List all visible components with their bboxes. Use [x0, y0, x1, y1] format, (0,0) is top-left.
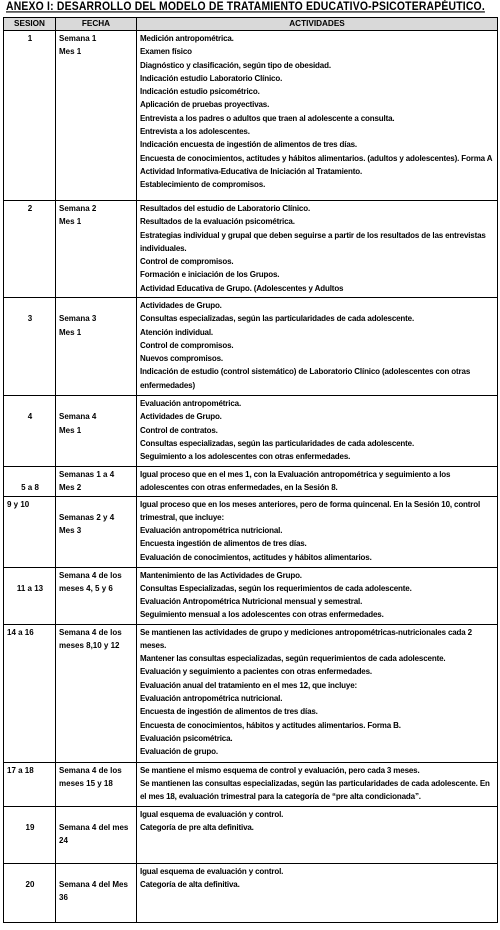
table-row	[4, 567, 498, 624]
fecha-line: 24	[59, 836, 68, 846]
cell-actividades	[137, 806, 498, 863]
actividad-item: Evaluación anual del tratamiento en el mes 12, que incluye:	[140, 680, 358, 690]
actividad-item: Encuesta de ingestión de alimentos de tres días.	[140, 707, 318, 717]
spacer	[59, 498, 134, 511]
fecha-line: Mes 3	[59, 526, 82, 536]
sesion-number: 20	[25, 879, 35, 889]
cell-fecha	[56, 298, 137, 396]
cell-sesion	[4, 201, 56, 298]
fecha-line: meses 15 y 18	[59, 778, 113, 788]
cell-actividades	[137, 31, 498, 201]
cell-actividades	[137, 863, 498, 922]
fecha-line: Mes 1	[59, 425, 82, 435]
table-header-row	[4, 18, 498, 31]
cell-sesion	[4, 762, 56, 806]
cell-fecha	[56, 624, 137, 762]
fecha-line: Semana 4 de los	[59, 765, 122, 775]
actividad-item: Actividades de Grupo.	[140, 412, 222, 422]
actividad-item: Seguimiento a los adolescentes con otras enfermedades.	[140, 452, 351, 462]
sesion-number: 2	[27, 204, 33, 213]
cell-fecha	[56, 31, 137, 201]
actividad-item: Igual esquema de evaluación y control.	[140, 866, 284, 876]
actividad-item: Igual proceso que en el mes 1, con la Evaluación antropométrica y seguimiento a los	[140, 470, 451, 479]
table-row	[4, 863, 498, 922]
cell-sesion	[4, 396, 56, 467]
actividad-item: Atención individual.	[140, 327, 214, 337]
cell-actividades	[137, 201, 498, 298]
actividad-item: Actividad Informativa-Educativa de Iniciación al Tratamiento.	[140, 166, 363, 176]
actividad-item: Actividad Educativa de Grupo. (Adolescentes y Adultos	[140, 283, 344, 293]
sesion-number: 3	[27, 314, 33, 324]
actividad-item: individuales.	[140, 243, 187, 253]
fecha-line: Semana 3	[59, 314, 97, 324]
actividad-item: Igual esquema de evaluación y control.	[140, 809, 284, 819]
fecha-line: meses 4, 5 y 6	[59, 583, 113, 593]
actividad-item: Entrevista a los adolescentes.	[140, 127, 250, 137]
actividad-item: Indicación encuesta de ingestión de alimentos de tres días.	[140, 140, 357, 150]
actividad-item: Consultas Especializadas, según los requerimientos de cada adolescente.	[140, 583, 412, 593]
actividad-item: Estrategias individual y grupal que deben seguirse a partir de los resultados de las entrevistas	[140, 230, 486, 240]
treatment-table	[3, 17, 498, 923]
sesion-number: 14 a 16	[7, 627, 34, 637]
actividad-item: Evaluación psicométrica.	[140, 733, 233, 743]
actividad-item: Mantener las consultas especializadas, según requerimientos de cada adolescente.	[140, 654, 446, 664]
cell-sesion	[4, 467, 56, 497]
actividad-item: enfermedades)	[140, 380, 195, 390]
fecha-line: Mes 1	[59, 327, 82, 337]
table-row	[4, 624, 498, 762]
cell-fecha	[56, 201, 137, 298]
cell-fecha	[56, 806, 137, 863]
table-body	[4, 31, 498, 923]
actividad-item: Consultas especializadas, según las particularidades de cada adolescente.	[140, 438, 415, 448]
spacer	[7, 299, 53, 312]
sesion-number: 11 a 13	[16, 583, 44, 593]
cell-fecha	[56, 762, 137, 806]
sesion-number: 5 a 8	[21, 483, 39, 493]
table-row	[4, 298, 498, 396]
fecha-line: Semana 1	[59, 34, 97, 43]
actividad-item: Mantenimiento de las Actividades de Grupo.	[140, 570, 302, 580]
actividad-item: Se mantienen las consultas especializadas, según las particularidades de cada adolescente. En	[140, 778, 490, 788]
cell-fecha	[56, 496, 137, 567]
fecha-line: Mes 1	[59, 217, 82, 227]
fecha-line: Semana 4 del mes	[59, 822, 129, 832]
spacer	[59, 865, 134, 878]
actividad-item: Indicación estudio Laboratorio Clínico.	[140, 73, 283, 83]
fecha-line: 36	[59, 893, 68, 903]
fecha-line: Semana 4 de los	[59, 627, 122, 637]
actividad-item: Examen físico	[140, 47, 192, 57]
spacer	[7, 397, 53, 410]
actividad-item: trimestral, que incluye:	[140, 512, 224, 522]
spacer	[59, 808, 134, 821]
spacer	[59, 397, 134, 410]
fecha-line: Semana 2	[59, 204, 97, 213]
fecha-line: Semanas 1 a 4	[59, 470, 115, 479]
table-row	[4, 496, 498, 567]
actividad-item: Evaluación Antropométrica Nutricional mensual y semestral.	[140, 597, 363, 607]
fecha-line: Semana 4 del Mes	[59, 879, 128, 889]
cell-fecha	[56, 567, 137, 624]
cell-fecha	[56, 396, 137, 467]
cell-actividades	[137, 396, 498, 467]
fecha-line: Semanas 2 y 4	[59, 512, 115, 522]
cell-actividades	[137, 624, 498, 762]
actividad-item: Nuevos compromisos.	[140, 354, 223, 364]
actividad-item: Encuesta ingestión de alimentos de tres días.	[140, 539, 307, 549]
actividad-item: Formación e iniciación de los Grupos.	[140, 270, 280, 280]
actividad-item: Categoría de alta definitiva.	[140, 879, 240, 889]
actividad-item: Evaluación de conocimientos, actitudes y hábitos alimentarios.	[140, 552, 372, 562]
table-row	[4, 762, 498, 806]
sesion-number: 4	[27, 412, 33, 422]
actividad-item: Indicación de estudio (control sistemático) de Laboratorio Clínico (adolescentes con otras	[140, 367, 471, 377]
actividad-item: Evaluación antropométrica.	[140, 399, 242, 408]
actividad-item: Establecimiento de compromisos.	[140, 180, 266, 190]
table-row	[4, 31, 498, 201]
actividad-item: Resultados del estudio de Laboratorio Clínico.	[140, 204, 311, 213]
spacer	[59, 299, 134, 312]
fecha-line: Mes 2	[59, 483, 82, 493]
actividad-item: Aplicación de pruebas proyectivas.	[140, 100, 270, 110]
sesion-number: 1	[27, 34, 33, 43]
actividad-item: Actividades de Grupo.	[140, 301, 222, 310]
table-row	[4, 201, 498, 298]
header-fecha: FECHA	[56, 18, 137, 31]
cell-sesion	[4, 863, 56, 922]
spacer	[7, 468, 53, 481]
actividad-item: Se mantienen las actividades de grupo y mediciones antropométricas-nutricionales cada 2	[140, 627, 472, 637]
table-row	[4, 806, 498, 863]
actividad-item: Control de contratos.	[140, 425, 218, 435]
actividad-item: Categoría de pre alta definitiva.	[140, 822, 254, 832]
cell-fecha	[56, 863, 137, 922]
header-sesion: SESION	[4, 18, 56, 31]
document-title: ANEXO I: DESARROLLO DEL MODELO DE TRATAMIENTO EDUCATIVO-PSICOTERAPÉUTICO.	[6, 1, 485, 14]
cell-actividades	[137, 467, 498, 497]
cell-fecha	[56, 467, 137, 497]
actividad-item: Medición antropométrica.	[140, 34, 234, 43]
fecha-line: Semana 4	[59, 412, 97, 422]
fecha-line: meses 8,10 y 12	[59, 640, 120, 650]
actividad-item: Diagnóstico y clasificación, según tipo de obesidad.	[140, 60, 331, 70]
cell-sesion	[4, 567, 56, 624]
cell-sesion	[4, 298, 56, 396]
actividad-item: Indicación estudio psicométrico.	[140, 87, 260, 97]
table-row	[4, 467, 498, 497]
actividad-item: Evaluación y seguimiento a pacientes con otras enfermedades.	[140, 667, 372, 677]
actividad-item: Evaluación antropométrica nutricional.	[140, 694, 283, 704]
sesion-number: 19	[25, 822, 35, 832]
spacer	[7, 865, 53, 878]
cell-sesion	[4, 624, 56, 762]
actividad-item: Evaluación de grupo.	[140, 747, 218, 757]
actividad-item: Resultados de la evaluación psicométrica.	[140, 217, 295, 227]
cell-actividades	[137, 567, 498, 624]
spacer	[7, 808, 53, 821]
actividad-item: Consultas especializadas, según las particularidades de cada adolescente.	[140, 314, 415, 324]
actividad-item: adolescentes con otras enfermedades, en la Sesión 8.	[140, 483, 338, 493]
table-row	[4, 396, 498, 467]
actividad-item: el mes 18, evaluación trimestral para la categoría de “pre alta condicionada”.	[140, 792, 421, 802]
cell-sesion	[4, 31, 56, 201]
actividad-item: Entrevista a los padres o adultos que traen al adolescente a consulta.	[140, 113, 395, 123]
sesion-number: 9 y 10	[7, 499, 30, 509]
sesion-number: 17 a 18	[7, 765, 34, 775]
actividad-item: Control de compromisos.	[140, 340, 234, 350]
actividad-item: Encuesta de conocimientos, actitudes y hábitos alimentarios. (adultos y adolescentes). Forma A	[140, 153, 493, 163]
actividad-item: meses.	[140, 640, 167, 650]
actividad-item: Encuesta de conocimientos, hábitos y actitudes alimentarios. Forma B.	[140, 720, 401, 730]
fecha-line: Mes 1	[59, 47, 82, 57]
actividad-item: Control de compromisos.	[140, 257, 234, 267]
cell-actividades	[137, 762, 498, 806]
actividad-item: Seguimiento mensual a los adolescentes con otras enfermedades.	[140, 610, 384, 620]
fecha-line: Semana 4 de los	[59, 570, 122, 580]
cell-sesion	[4, 496, 56, 567]
cell-actividades	[137, 496, 498, 567]
cell-actividades	[137, 298, 498, 396]
cell-sesion	[4, 806, 56, 863]
actividad-item: Igual proceso que en los meses anteriores, pero de forma quincenal. En la Sesión 10, control	[140, 499, 481, 509]
spacer	[7, 569, 53, 582]
actividad-item: Se mantiene el mismo esquema de control y evaluación, pero cada 3 meses.	[140, 765, 420, 775]
actividad-item: Evaluación antropométrica nutricional.	[140, 526, 283, 536]
header-actividades: ACTIVIDADES	[137, 18, 498, 31]
